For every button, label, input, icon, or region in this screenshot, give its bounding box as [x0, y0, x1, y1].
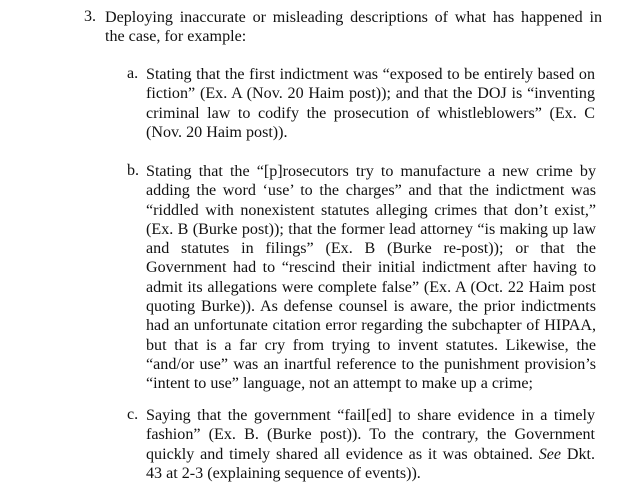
item-letter: b. — [127, 162, 140, 179]
item-number: 3. — [84, 8, 97, 25]
item-text — [105, 8, 602, 47]
text-line: Saying that the government “fail[ed] to share evidence in a timely — [146, 407, 595, 424]
text-line: (Nov. 20 Haim post)). — [146, 123, 288, 141]
text-line-start: quickly and timely shared all evidence as it was obtained. — [146, 445, 533, 463]
text-line: quoting Burke)). As defense counsel is aware, the prior indictments — [146, 298, 596, 316]
text-line: fashion” (Ex. B. (Burke post)). To the contrary, the Government — [146, 426, 595, 444]
text-line: criminal law to codify the prosecution of whistleblowers” (Ex. C — [146, 104, 595, 122]
text-line: Deploying inaccurate or misleading descriptions of what has happened in — [105, 9, 602, 26]
text-line: admit its allegations were complete false” (Ex. A (Oct. 22 Haim post — [146, 278, 596, 296]
item-letter: a. — [127, 65, 139, 82]
text-line: “and/or use” was an inartful reference to the punishment provision’s — [146, 355, 596, 373]
text-line: and statutes in filings” (Ex. B (Burke re-post)); or that the — [146, 240, 596, 258]
text-line: Stating that the first indictment was “exposed to be entirely based on — [146, 66, 595, 83]
text-line: had an unfortunate citation error regarding the subchapter of HIPAA, — [146, 317, 596, 335]
text-line: but that is a far cry from trying to invent statutes. Likewise, the — [146, 336, 596, 354]
item-text — [146, 162, 596, 394]
text-line: “riddled with nonexistent statutes alleging crimes that don’t exist,” — [146, 201, 596, 219]
text-line: adding the word ‘use’ to the charges” and that the indictment was — [146, 182, 596, 200]
text-line — [146, 445, 595, 464]
item-text — [146, 406, 595, 483]
text-line: Stating that the “[p]rosecutors try to manufacture a new crime by — [146, 163, 596, 180]
text-line: (Ex. B (Burke post)); that the former lead attorney “is making up law — [146, 220, 596, 238]
text-line: the case, for example: — [105, 28, 247, 46]
text-line: fiction” (Ex. A (Nov. 20 Haim post)); and that the DOJ is “inventing — [146, 85, 595, 103]
item-letter: c. — [127, 406, 139, 423]
text-line: “intent to use” language, not an attempt to make up a crime; — [146, 375, 534, 393]
text-line: 43 at 2-3 (explaining sequence of events)). — [146, 464, 421, 482]
text-line: Government had to “rescind their initial indictment after having to — [146, 259, 596, 277]
item-text — [146, 65, 595, 142]
see-citation-signal: See — [538, 445, 562, 463]
text-line-end: Dkt. — [561, 445, 595, 463]
